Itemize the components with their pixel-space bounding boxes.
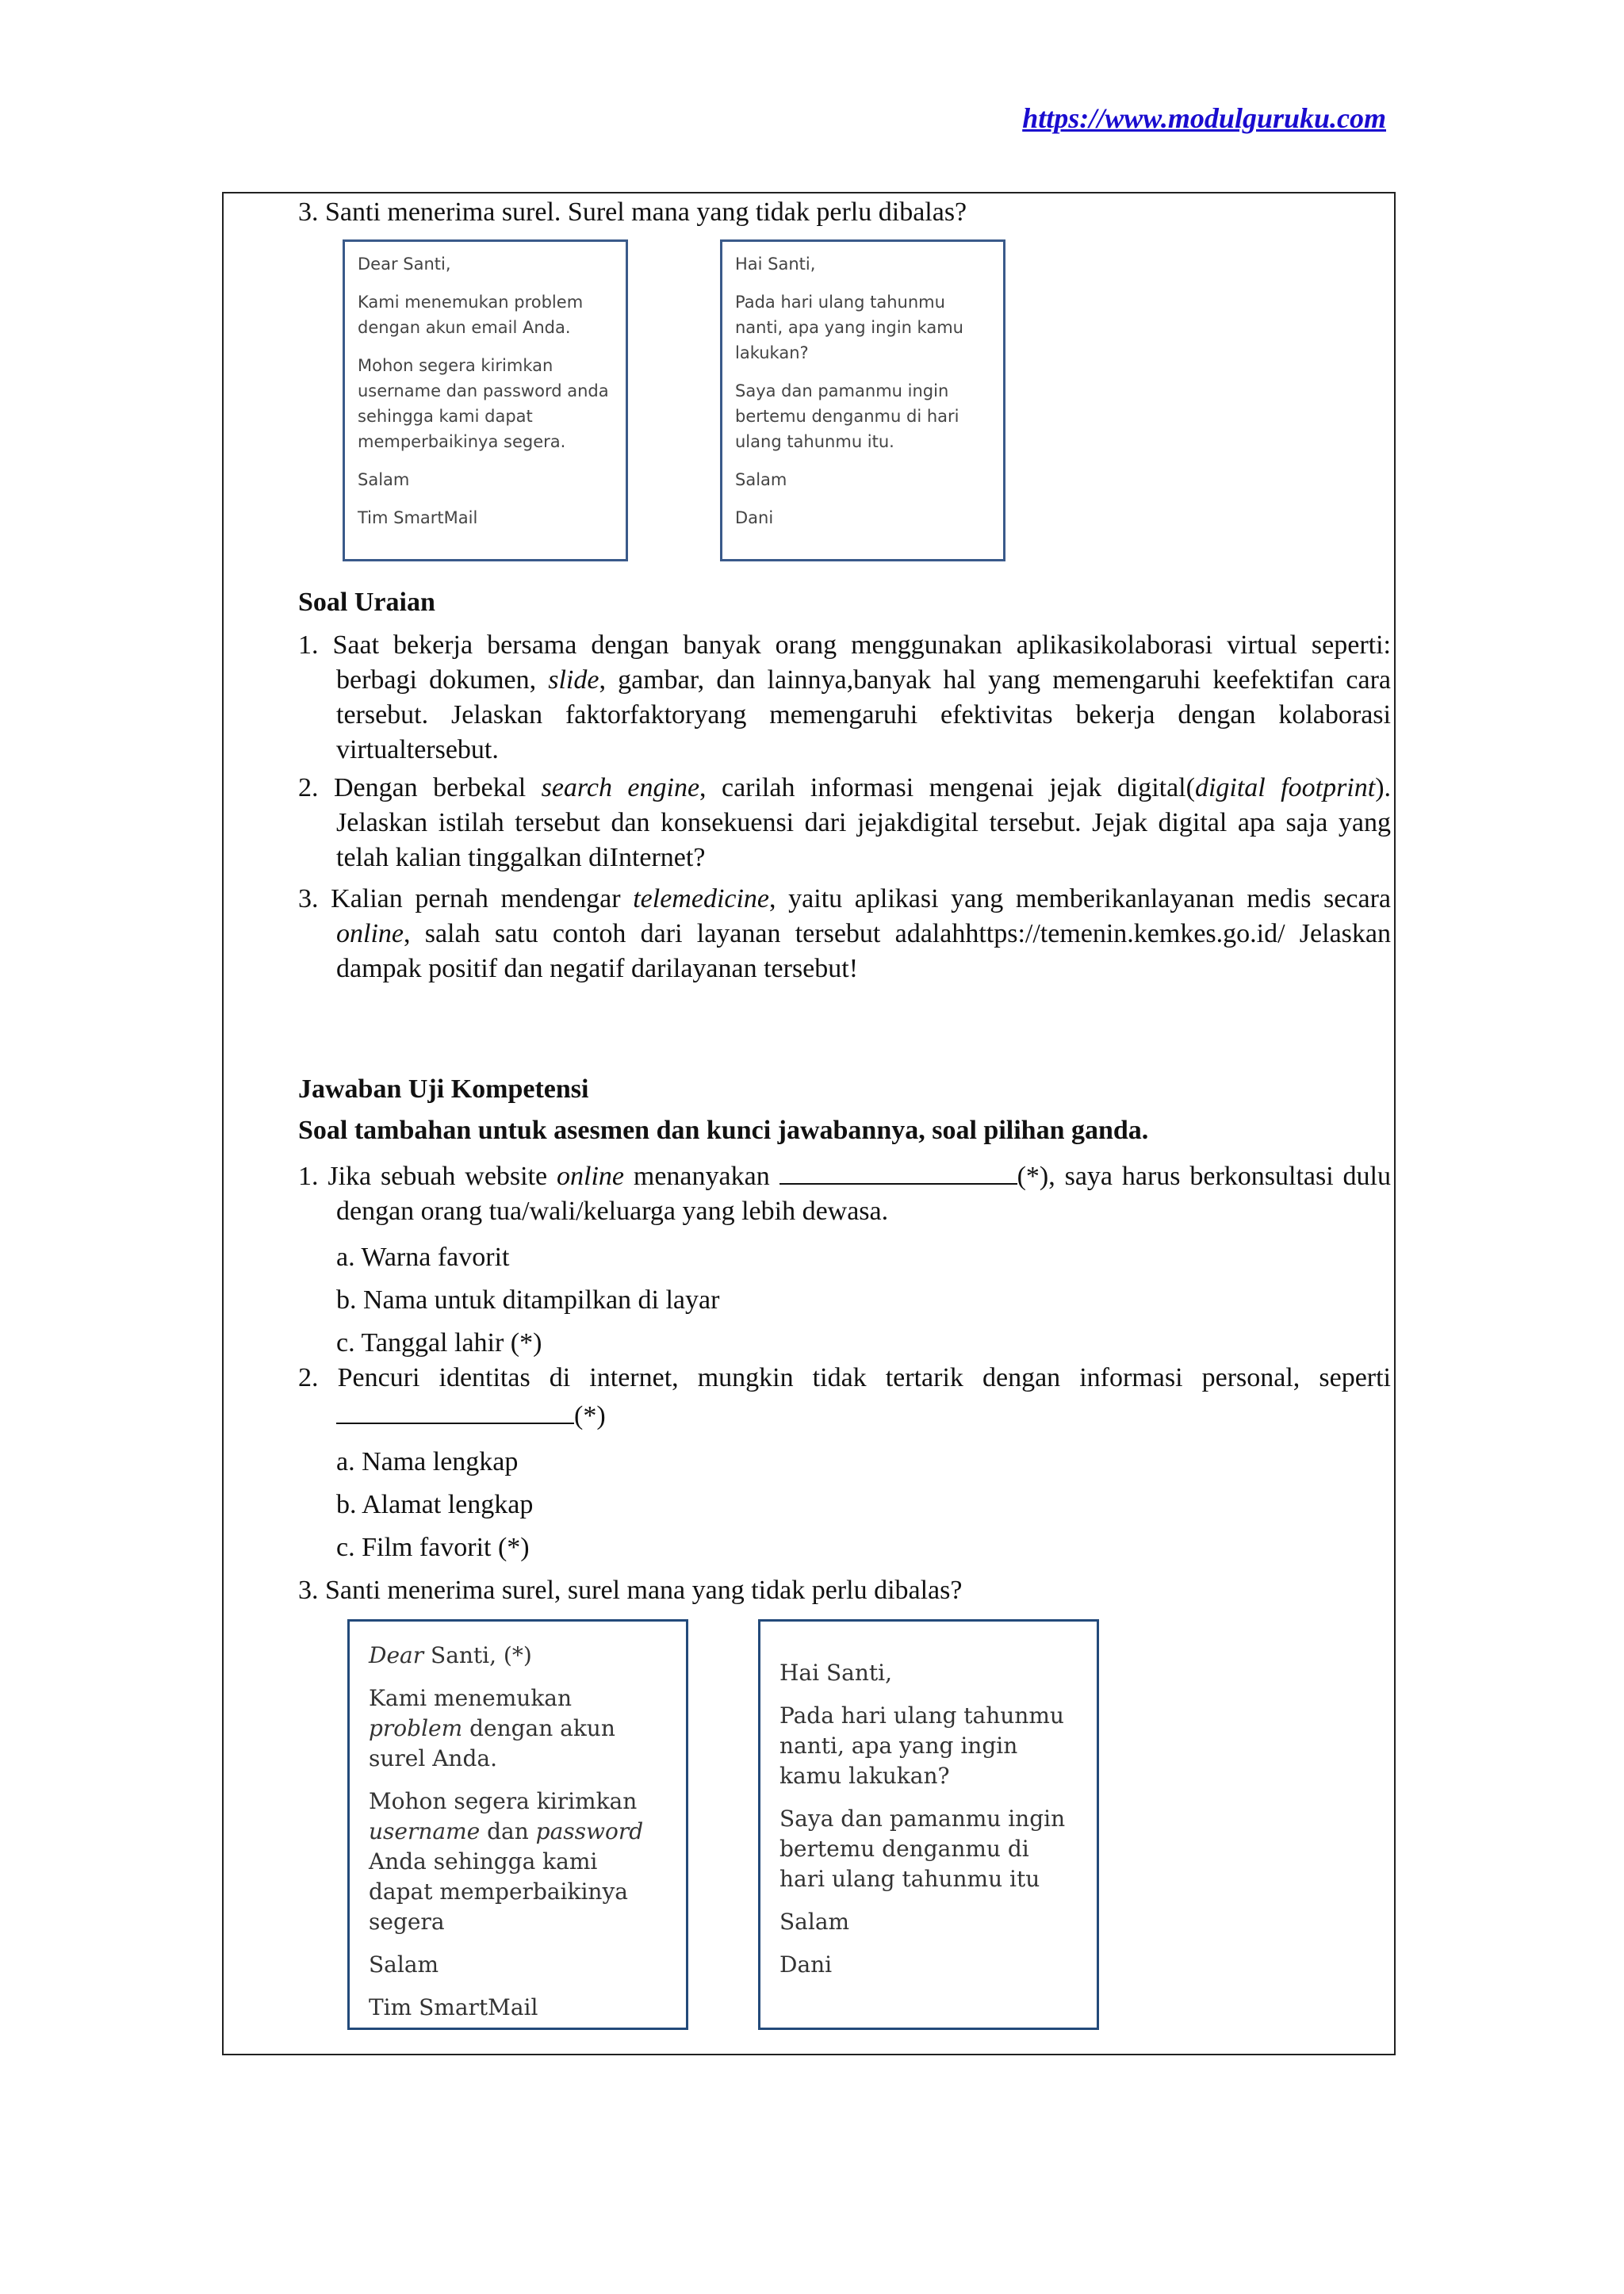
email-text: Anda sehingga kami dapat memperbaikinya segera [369,1848,628,1935]
question-3-top: 3. Santi menerima surel. Surel mana yang tidak perlu dibalas? [298,197,967,227]
essay-question-1 [298,628,1391,768]
email-paragraph: Saya dan pamanmu ingin bertemu denganmu di hari ulang tahunmu itu [779,1806,1066,1892]
section-title-jawaban: Jawaban Uji Kompetensi [298,1074,589,1104]
email-emphasis: Dear [369,1642,424,1668]
email-closing: Salam [779,1909,850,1935]
option-b: b. Alamat lengkap [336,1490,534,1519]
email-card-dani [758,1619,1099,2030]
email-text: dan [480,1818,536,1844]
question-emphasis: telemedicine [633,884,770,913]
question-number: 1. [298,630,319,660]
option-a: a. Warna favorit [336,1243,510,1272]
email-paragraph: Mohon segera kirimkan username dan password anda sehingga kami dapat memperbaikinya segera. [358,356,609,451]
email-greeting: Dear Santi, [358,255,451,274]
email-card-smartmail-small [343,239,628,561]
email-paragraph: Kami menemukan problem dengan akun email Anda. [358,293,584,337]
mc-question-3: 3. Santi menerima surel, surel mana yang tidak perlu dibalas? [298,1576,963,1605]
email-text: Kami menemukan [369,1685,573,1711]
email-greeting [369,1641,667,1671]
email-closing: Salam [735,470,787,489]
question-text: , gambar, dan lainnya,banyak hal yang memengaruhi keefektifan cara tersebut. Jelaskan faktorfaktoryang memengaruhi efektivitas bekerja dengan kolaborasi virtualtersebut. [336,665,1391,764]
question-text: (*) [574,1401,606,1430]
question-text: Kalian pernah mendengar [331,884,634,913]
email-card-smartmail [347,1619,688,2030]
question-text: Saat bekerja bersama dengan banyak orang menggunakan aplikasikolaborasi virtual seperti: berbagi dokumen, [332,630,1391,695]
question-text: , salah satu contoh dari layanan tersebut adalahhttps://temenin.kemkes.go.id/ Jelaskan dampak positif dan negatif darilayanan tersebut! [336,919,1391,983]
email-card-dani-small [720,239,1005,561]
question-text: ). Jelaskan istilah tersebut dan konsekuensi dari jejakdigital tersebut. Jejak digital apa saja yang telah kalian tinggalkan diInternet? [336,773,1392,872]
email-text: Mohon segera kirimkan [369,1788,638,1814]
answer-blank [336,1396,574,1424]
mc-question-2 [298,1361,1391,1434]
email-paragraph: Pada hari ulang tahunmu nanti, apa yang ingin kamu lakukan? [779,1702,1064,1789]
header-link[interactable]: https://www.modulguruku.com [1022,102,1386,134]
section-title-soal-uraian: Soal Uraian [298,588,435,617]
question-emphasis: digital footprint [1194,773,1376,802]
content-frame [222,192,1396,2055]
email-paragraph [369,1683,667,1774]
email-sender: Tim SmartMail [358,508,478,527]
question-number: 2. [298,773,319,802]
option-c: c. Tanggal lahir (*) [336,1328,542,1358]
email-paragraph: Pada hari ulang tahunmu nanti, apa yang ingin kamu lakukan? [735,293,963,362]
option-b: b. Nama untuk ditampilkan di layar [336,1285,720,1315]
email-text: Santi, (*) [423,1642,532,1668]
question-emphasis: online [336,919,404,948]
essay-question-3 [298,882,1391,986]
question-emphasis: slide [548,665,599,695]
question-text: , yaitu aplikasi yang memberikanlayanan medis secara [769,884,1391,913]
email-sender: Dani [779,1951,833,1978]
email-emphasis: problem [369,1715,463,1741]
email-greeting: Hai Santi, [779,1660,892,1686]
section-subtitle: Soal tambahan untuk asesmen dan kunci jawabannya, soal pilihan ganda. [298,1116,1149,1145]
email-paragraph: Saya dan pamanmu ingin bertemu denganmu di hari ulang tahunmu itu. [735,381,959,451]
email-text: dengan akun surel Anda. [369,1715,615,1771]
email-paragraph [369,1787,667,1937]
option-c: c. Film favorit (*) [336,1533,530,1562]
question-text: , carilah informasi mengenai jejak digital( [699,773,1195,802]
email-emphasis: password [535,1818,644,1844]
email-closing: Salam [358,470,410,489]
email-emphasis: username [369,1818,481,1844]
essay-question-2 [298,771,1391,875]
question-emphasis: online [557,1162,625,1191]
email-sender: Dani [735,508,774,527]
question-text: menanyakan [624,1162,779,1191]
question-text: 2. Pencuri identitas di internet, mungkin tidak tertarik dengan informasi personal, seperti [298,1363,1391,1392]
email-sender: Tim SmartMail [369,1994,538,2020]
question-number: 3. [298,884,319,913]
question-emphasis: search engine [541,773,700,802]
email-greeting: Hai Santi, [735,255,816,274]
question-text: 1. Jika sebuah website [298,1162,557,1191]
question-text: (*), saya harus berkonsultasi dulu dengan orang tua/wali/keluarga yang lebih dewasa. [336,1162,1392,1226]
mc-question-1 [298,1156,1391,1229]
answer-blank [779,1156,1017,1185]
option-a: a. Nama lengkap [336,1447,519,1476]
email-closing: Salam [369,1951,439,1978]
question-text: Dengan berbekal [333,773,542,802]
